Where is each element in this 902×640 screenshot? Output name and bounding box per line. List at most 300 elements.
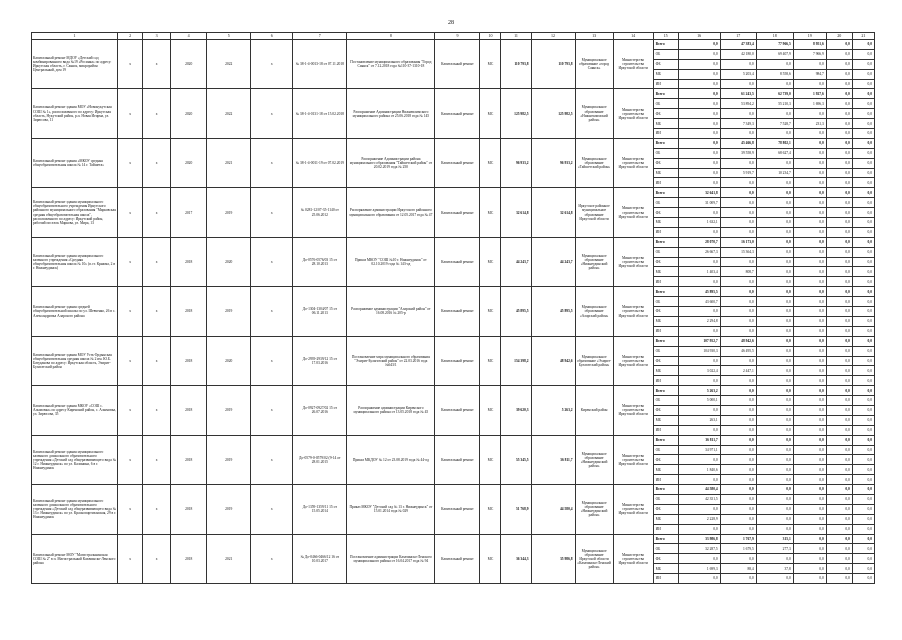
- funding-source-cell: МБ: [653, 465, 678, 475]
- amount-cell: 0,0: [793, 564, 826, 574]
- amount-cell: 0,0: [756, 415, 793, 425]
- funding-source-cell: Всего: [653, 237, 678, 247]
- amount-cell: 0,0: [756, 445, 793, 455]
- amount-cell: 0,0: [852, 514, 874, 524]
- start-year-cell: 2018: [171, 435, 207, 484]
- amount-cell: 0,0: [793, 257, 826, 267]
- amount-cell: 0,0: [678, 326, 720, 336]
- amount-cell: 0,0: [852, 40, 874, 50]
- customer-cell: Министерство строительства Иркутской области: [613, 40, 653, 89]
- column-number-4: 4: [171, 33, 207, 40]
- expertise-cell: До-1304-1304/07 15 от 06.11.2013: [293, 287, 347, 336]
- amount-cell: 0,0: [826, 494, 852, 504]
- type-cell: МС: [480, 336, 501, 385]
- amount-cell: 0,0: [756, 326, 793, 336]
- amount-cell: 0,0: [793, 59, 826, 69]
- amount-cell: 0,0: [720, 475, 756, 485]
- column-number-10: 10: [480, 33, 501, 40]
- funding-source-cell: МБ: [653, 69, 678, 79]
- estimate-cell: 110 793,8: [501, 40, 531, 89]
- estimate-cell: 154 398,2: [501, 336, 531, 385]
- amount-cell: 0,0: [826, 198, 852, 208]
- column-number-18: 18: [756, 33, 793, 40]
- amount-cell: 0,0: [793, 208, 826, 218]
- amount-cell: 0,0: [826, 376, 852, 386]
- table-row: [32, 386, 875, 396]
- amount-cell: 0,0: [793, 534, 826, 544]
- object-name-cell: Капитальный ремонт здания муниципального казенного учреждения «Средняя общеобразовательная школа № 10» (п.ст. Кряжма, 2 в г. Нижнеудинск): [32, 237, 118, 286]
- work-type-cell: Капитальный ремонт: [435, 237, 480, 286]
- amount-cell: 0,0: [852, 524, 874, 534]
- estimate-cell: 36 344,3: [501, 534, 531, 583]
- expertise-cell: До-0576-0576/03 15 от 28.10.2013: [293, 237, 347, 286]
- amount-cell: 1 403,4: [678, 267, 720, 277]
- remaining-cost-cell: 125 982,5: [531, 89, 575, 138]
- amount-cell: 62 739,0: [756, 89, 793, 99]
- amount-cell: 231,3: [793, 119, 826, 129]
- column-number-5: 5: [207, 33, 251, 40]
- amount-cell: 0,0: [793, 465, 826, 475]
- col-3-cell: x: [143, 40, 171, 89]
- funding-source-cell: МБ: [653, 366, 678, 376]
- amount-cell: 0,0: [852, 168, 874, 178]
- table-row: [32, 89, 875, 99]
- remaining-cost-cell: 36 811,7: [531, 435, 575, 484]
- amount-cell: 0,0: [720, 405, 756, 415]
- funding-source-cell: ИИ: [653, 475, 678, 485]
- amount-cell: 0,0: [756, 316, 793, 326]
- funding-source-cell: ОБ: [653, 297, 678, 307]
- amount-cell: 0,0: [852, 396, 874, 406]
- amount-cell: 0,0: [720, 326, 756, 336]
- funding-source-cell: ИИ: [653, 425, 678, 435]
- amount-cell: 0,0: [756, 504, 793, 514]
- amount-cell: 0,0: [826, 574, 852, 584]
- end-year-cell: 2021: [207, 138, 251, 187]
- remaining-cost-cell: 110 793,8: [531, 40, 575, 89]
- amount-cell: 3 022,4: [678, 366, 720, 376]
- amount-cell: 0,0: [793, 376, 826, 386]
- amount-cell: 0,0: [793, 455, 826, 465]
- amount-cell: 0,0: [852, 386, 874, 396]
- decision-cell: Приказ МКОУ "СОШ №10 г. Нижнеудинск" от 02.10.2019 года № 143-од: [347, 237, 435, 286]
- amount-cell: 0,0: [826, 227, 852, 237]
- col-6-cell: x: [251, 40, 293, 89]
- amount-cell: 0,0: [793, 267, 826, 277]
- amount-cell: 0,0: [720, 79, 756, 89]
- col-6-cell: x: [251, 485, 293, 534]
- work-type-cell: Капитальный ремонт: [435, 336, 480, 385]
- col-2-cell: x: [118, 336, 143, 385]
- col-2-cell: x: [118, 40, 143, 89]
- amount-cell: 16 173,0: [720, 237, 756, 247]
- funding-source-cell: Всего: [653, 435, 678, 445]
- amount-cell: 0,0: [793, 366, 826, 376]
- customer-cell: Министерство строительства Иркутской области: [613, 336, 653, 385]
- amount-cell: 0,0: [720, 485, 756, 495]
- amount-cell: 0,0: [678, 524, 720, 534]
- column-number-19: 19: [793, 33, 826, 40]
- amount-cell: 0,0: [852, 307, 874, 317]
- expertise-cell: № 38-1-4-0011-19 от 07.02.2019: [293, 138, 347, 187]
- amount-cell: 0,0: [793, 188, 826, 198]
- col-2-cell: x: [118, 386, 143, 435]
- object-name-cell: Капитальный ремонт здания МКОУ «СОШ с. Алымовка» по адресу Киренский район, с. Алымовка, ул. Зирюсова, 35: [32, 386, 118, 435]
- amount-cell: 42 351,5: [678, 494, 720, 504]
- amount-cell: 0,0: [720, 504, 756, 514]
- end-year-cell: 2020: [207, 336, 251, 385]
- amount-cell: 0,0: [793, 287, 826, 297]
- amount-cell: 78 802,1: [756, 138, 793, 148]
- amount-cell: 0,0: [826, 287, 852, 297]
- expertise-cell: № 38-1-4-0013-18 от 07.11.2018: [293, 40, 347, 89]
- amount-cell: 0,0: [826, 168, 852, 178]
- customer-cell: Министерство строительства Иркутской области: [613, 435, 653, 484]
- amount-cell: 55 210,3: [756, 99, 793, 109]
- column-number-14: 14: [613, 33, 653, 40]
- amount-cell: 0,0: [852, 544, 874, 554]
- type-cell: МС: [480, 138, 501, 187]
- work-type-cell: Капитальный ремонт: [435, 534, 480, 583]
- amount-cell: 31 009,7: [678, 198, 720, 208]
- municipality-cell: Муниципальное образование «город Саянск»: [575, 40, 613, 89]
- amount-cell: 33 986,8: [678, 534, 720, 544]
- amount-cell: 0,0: [852, 208, 874, 218]
- amount-cell: 0,0: [826, 435, 852, 445]
- amount-cell: 0,0: [852, 316, 874, 326]
- amount-cell: 0,0: [852, 326, 874, 336]
- amount-cell: 0,0: [756, 524, 793, 534]
- amount-cell: 0,0: [852, 376, 874, 386]
- customer-cell: Министерство строительства Иркутской области: [613, 138, 653, 187]
- amount-cell: 26 667,3: [678, 247, 720, 257]
- amount-cell: 0,0: [793, 307, 826, 317]
- amount-cell: 0,0: [852, 504, 874, 514]
- decision-cell: Приказ МКДОУ № 12 от 23.08.2019 года № 44-од: [347, 435, 435, 484]
- col-3-cell: x: [143, 188, 171, 237]
- amount-cell: 0,0: [793, 158, 826, 168]
- remaining-cost-cell: 45 895,5: [531, 287, 575, 336]
- amount-cell: 0,0: [852, 257, 874, 267]
- funding-source-cell: ИИ: [653, 277, 678, 287]
- col-3-cell: x: [143, 336, 171, 385]
- amount-cell: 0,0: [793, 356, 826, 366]
- funding-source-cell: МБ: [653, 267, 678, 277]
- estimate-cell: 96 933,2: [501, 138, 531, 187]
- amount-cell: 0,0: [678, 504, 720, 514]
- amount-cell: 0,0: [756, 129, 793, 139]
- table-row: [32, 138, 875, 148]
- amount-cell: 0,0: [826, 415, 852, 425]
- table-row: [32, 40, 875, 50]
- amount-cell: 0,0: [756, 158, 793, 168]
- amount-cell: 0,0: [720, 129, 756, 139]
- col-3-cell: x: [143, 534, 171, 583]
- amount-cell: 0,0: [826, 366, 852, 376]
- table-row: [32, 435, 875, 445]
- amount-cell: 42 180,0: [720, 49, 756, 59]
- amount-cell: 0,0: [793, 494, 826, 504]
- col-2-cell: x: [118, 188, 143, 237]
- work-type-cell: Капитальный ремонт: [435, 40, 480, 89]
- work-type-cell: Капитальный ремонт: [435, 287, 480, 336]
- amount-cell: 0,0: [756, 514, 793, 524]
- funding-source-cell: ФБ: [653, 208, 678, 218]
- municipality-cell: Муниципальное образование Иркутской области «Казачинско-Ленский район»: [575, 534, 613, 583]
- amount-cell: 0,0: [720, 178, 756, 188]
- amount-cell: 1 632,1: [678, 218, 720, 228]
- amount-cell: 0,0: [756, 267, 793, 277]
- col-6-cell: x: [251, 188, 293, 237]
- amount-cell: 2 447,1: [720, 366, 756, 376]
- funding-source-cell: МБ: [653, 218, 678, 228]
- amount-cell: 0,0: [793, 178, 826, 188]
- amount-cell: 53 894,2: [720, 99, 756, 109]
- end-year-cell: 2019: [207, 188, 251, 237]
- amount-cell: 0,0: [793, 544, 826, 554]
- col-6-cell: x: [251, 237, 293, 286]
- amount-cell: 0,0: [720, 277, 756, 287]
- amount-cell: 0,0: [852, 158, 874, 168]
- funding-source-cell: Всего: [653, 485, 678, 495]
- funding-source-cell: ОБ: [653, 99, 678, 109]
- amount-cell: 0,0: [826, 267, 852, 277]
- amount-cell: 0,0: [826, 445, 852, 455]
- amount-cell: 0,0: [678, 99, 720, 109]
- remaining-cost-cell: 35 986,8: [531, 534, 575, 583]
- amount-cell: 0,0: [852, 138, 874, 148]
- expertise-cell: До-2939-2939/12 15 от 17.03.2016: [293, 336, 347, 385]
- amount-cell: 0,0: [678, 178, 720, 188]
- funding-source-cell: ФБ: [653, 307, 678, 317]
- amount-cell: 0,0: [678, 40, 720, 50]
- amount-cell: 0,0: [756, 287, 793, 297]
- amount-cell: 0,0: [826, 119, 852, 129]
- amount-cell: 0,0: [852, 267, 874, 277]
- funding-source-cell: ФБ: [653, 554, 678, 564]
- funding-source-cell: МБ: [653, 119, 678, 129]
- amount-cell: 0,0: [756, 455, 793, 465]
- amount-cell: 0,0: [793, 79, 826, 89]
- amount-cell: 0,0: [756, 494, 793, 504]
- work-type-cell: Капитальный ремонт: [435, 89, 480, 138]
- funding-source-cell: МБ: [653, 415, 678, 425]
- end-year-cell: 2019: [207, 485, 251, 534]
- amount-cell: 104 930,3: [678, 346, 720, 356]
- column-number-17: 17: [720, 33, 756, 40]
- amount-cell: 0,0: [793, 129, 826, 139]
- amount-cell: 0,0: [826, 297, 852, 307]
- type-cell: МС: [480, 287, 501, 336]
- funding-source-cell: ФБ: [653, 109, 678, 119]
- amount-cell: 7 528,7: [756, 119, 793, 129]
- amount-cell: 69 407,9: [756, 49, 793, 59]
- amount-cell: 0,0: [852, 485, 874, 495]
- amount-cell: 0,0: [678, 148, 720, 158]
- col-3-cell: x: [143, 237, 171, 286]
- amount-cell: 0,0: [826, 326, 852, 336]
- amount-cell: 0,0: [826, 138, 852, 148]
- amount-cell: 0,0: [720, 396, 756, 406]
- amount-cell: 0,0: [720, 59, 756, 69]
- amount-cell: 0,0: [720, 514, 756, 524]
- amount-cell: 0,0: [756, 257, 793, 267]
- amount-cell: 0,0: [756, 277, 793, 287]
- customer-cell: Министерство строительства Иркутской области: [613, 287, 653, 336]
- col-2-cell: x: [118, 138, 143, 187]
- municipality-cell: Иркутское районное муниципальное образование Иркутской области: [575, 188, 613, 237]
- amount-cell: 0,0: [756, 475, 793, 485]
- funding-source-cell: ОБ: [653, 445, 678, 455]
- funding-source-cell: ИИ: [653, 376, 678, 386]
- amount-cell: 0,0: [793, 277, 826, 287]
- amount-cell: 0,0: [756, 198, 793, 208]
- amount-cell: 0,0: [826, 247, 852, 257]
- start-year-cell: 2018: [171, 386, 207, 435]
- funding-source-cell: ИИ: [653, 326, 678, 336]
- amount-cell: 0,0: [720, 494, 756, 504]
- amount-cell: 0,0: [852, 356, 874, 366]
- type-cell: МС: [480, 188, 501, 237]
- work-type-cell: Капитальный ремонт: [435, 386, 480, 435]
- end-year-cell: 2019: [207, 386, 251, 435]
- funding-source-cell: ФБ: [653, 356, 678, 366]
- amount-cell: 0,0: [793, 504, 826, 514]
- amount-cell: 0,0: [852, 405, 874, 415]
- amount-cell: 0,0: [756, 485, 793, 495]
- amount-cell: 39 558,9: [720, 148, 756, 158]
- amount-cell: 0,0: [826, 148, 852, 158]
- amount-cell: 0,0: [852, 287, 874, 297]
- amount-cell: 277,3: [756, 544, 793, 554]
- amount-cell: 0,0: [852, 455, 874, 465]
- amount-cell: 0,0: [756, 376, 793, 386]
- amount-cell: 0,0: [852, 494, 874, 504]
- funding-source-cell: МБ: [653, 168, 678, 178]
- amount-cell: 0,0: [756, 574, 793, 584]
- amount-cell: 0,0: [678, 79, 720, 89]
- object-name-cell: Капитальный ремонт здания муниципального общеобразовательного учреждения Иркутского районного муниципального образования "Марковская средняя общеобразовательная школа", расположенного по адресу: Иркутский район, рабочий поселок Маркова, ул. Мира, 13: [32, 188, 118, 237]
- type-cell: МС: [480, 435, 501, 484]
- amount-cell: 8 558,6: [756, 69, 793, 79]
- col-2-cell: x: [118, 89, 143, 138]
- table-row: [32, 287, 875, 297]
- amount-cell: 0,0: [720, 376, 756, 386]
- amount-cell: 0,0: [678, 158, 720, 168]
- amount-cell: 0,0: [852, 237, 874, 247]
- amount-cell: 43 600,7: [678, 297, 720, 307]
- decision-cell: Распоряжение Администрации Нижнеилимского муниципального района от 25.06.2018 года № 145: [347, 89, 435, 138]
- funding-source-cell: ФБ: [653, 504, 678, 514]
- column-number-6: 6: [251, 33, 293, 40]
- amount-cell: 0,0: [756, 109, 793, 119]
- amount-cell: 0,0: [852, 366, 874, 376]
- funding-source-cell: ИИ: [653, 574, 678, 584]
- amount-cell: 984,7: [793, 69, 826, 79]
- amount-cell: 0,0: [826, 218, 852, 228]
- estimate-cell: 45 895,5: [501, 287, 531, 336]
- amount-cell: 5 919,7: [720, 168, 756, 178]
- col-3-cell: x: [143, 485, 171, 534]
- amount-cell: 0,0: [826, 277, 852, 287]
- amount-cell: 0,0: [826, 237, 852, 247]
- amount-cell: 0,0: [756, 227, 793, 237]
- column-number-1: 1: [32, 33, 118, 40]
- end-year-cell: 2020: [207, 237, 251, 286]
- amount-cell: 0,0: [756, 356, 793, 366]
- expertise-cell: № 38-1-4-0131-18 от 15.02.2018: [293, 89, 347, 138]
- amount-cell: 45 466,8: [720, 138, 756, 148]
- col-6-cell: x: [251, 287, 293, 336]
- amount-cell: 0,0: [720, 386, 756, 396]
- amount-cell: 0,0: [852, 188, 874, 198]
- amount-cell: 0,0: [826, 89, 852, 99]
- amount-cell: 48 942,6: [720, 336, 756, 346]
- funding-source-cell: ОБ: [653, 396, 678, 406]
- amount-cell: 0,0: [852, 178, 874, 188]
- amount-cell: 1 767,9: [720, 534, 756, 544]
- amount-cell: 45 895,5: [678, 287, 720, 297]
- amount-cell: 0,0: [756, 79, 793, 89]
- amount-cell: 0,0: [756, 218, 793, 228]
- amount-cell: 1 696,3: [793, 99, 826, 109]
- amount-cell: 1 840,6: [678, 465, 720, 475]
- amount-cell: 7 966,9: [793, 49, 826, 59]
- amount-cell: 0,0: [852, 574, 874, 584]
- amount-cell: 0,0: [720, 287, 756, 297]
- amount-cell: 0,0: [793, 475, 826, 485]
- amount-cell: 0,0: [852, 148, 874, 158]
- funding-source-cell: ФБ: [653, 405, 678, 415]
- amount-cell: 0,0: [793, 247, 826, 257]
- budget-table: [31, 32, 875, 584]
- decision-cell: Приказ МКОУ "Детский сад № 13 г. Нижнеудинск" от 15.01.2014 года № 029: [347, 485, 435, 534]
- amount-cell: 107 952,7: [678, 336, 720, 346]
- object-name-cell: Капитальный ремонт МДОУ «Детский сад комбинированного вида №19 «Росинка» по адресу: Иркутская область, г. Саянск, микрорайон Центральный, дом 19: [32, 40, 118, 89]
- amount-cell: 15 364,3: [720, 247, 756, 257]
- amount-cell: 0,0: [852, 129, 874, 139]
- funding-source-cell: ИИ: [653, 129, 678, 139]
- amount-cell: 0,0: [793, 415, 826, 425]
- type-cell: МС: [480, 89, 501, 138]
- amount-cell: 263,1: [678, 415, 720, 425]
- amount-cell: 0,0: [826, 534, 852, 544]
- amount-cell: 0,0: [793, 574, 826, 584]
- funding-source-cell: МБ: [653, 514, 678, 524]
- start-year-cell: 2018: [171, 336, 207, 385]
- amount-cell: 0,0: [826, 455, 852, 465]
- amount-cell: 0,0: [852, 79, 874, 89]
- col-6-cell: x: [251, 386, 293, 435]
- funding-source-cell: Всего: [653, 188, 678, 198]
- start-year-cell: 2018: [171, 485, 207, 534]
- amount-cell: 0,0: [756, 297, 793, 307]
- column-number-15: 15: [653, 33, 678, 40]
- amount-cell: 0,0: [678, 475, 720, 485]
- end-year-cell: 2019: [207, 287, 251, 336]
- amount-cell: 77 966,5: [756, 40, 793, 50]
- amount-cell: 0,0: [852, 59, 874, 69]
- amount-cell: 0,0: [826, 69, 852, 79]
- funding-source-cell: ОБ: [653, 49, 678, 59]
- funding-source-cell: ОБ: [653, 346, 678, 356]
- work-type-cell: Капитальный ремонт: [435, 188, 480, 237]
- amount-cell: 0,0: [826, 79, 852, 89]
- amount-cell: 0,0: [852, 227, 874, 237]
- amount-cell: 0,0: [826, 188, 852, 198]
- amount-cell: 0,0: [793, 425, 826, 435]
- start-year-cell: 2018: [171, 237, 207, 286]
